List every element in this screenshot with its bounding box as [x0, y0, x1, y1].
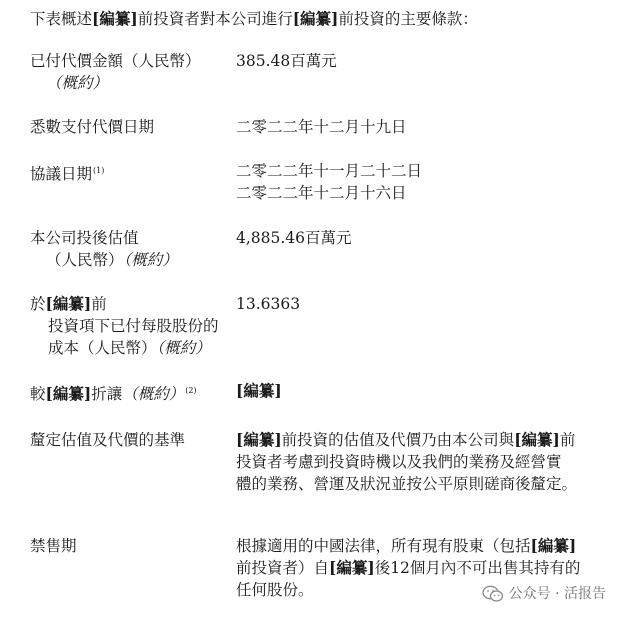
intro-text-1: 下表概述 [30, 10, 93, 28]
redacted-mark: [編纂] [514, 430, 560, 449]
label-text: 折讓 [91, 385, 123, 403]
approx-text: （概約） [156, 339, 211, 357]
watermark-text: 公众号 · 活报告 [508, 586, 606, 602]
value-text: 前投資者）自 [236, 559, 330, 577]
wechat-icon [482, 585, 504, 603]
row-label [30, 380, 230, 405]
redacted-mark: [編纂] [329, 558, 375, 577]
label-line: 悉數支付代價日期 [30, 118, 155, 136]
row-label [30, 535, 230, 557]
value-line: 體的業務、營運及狀況並按公平原則磋商後釐定。 [236, 475, 578, 493]
label-line [30, 293, 230, 315]
label-line: 本公司投後估值 [30, 229, 139, 247]
value-line: 二零二二年十二月十九日 [236, 118, 407, 136]
value-line [236, 535, 606, 557]
redacted-mark: [編纂] [236, 381, 282, 400]
label-line [30, 380, 230, 405]
approx-text: （概約） [122, 385, 185, 403]
value-line: 任何股份。 [236, 581, 314, 599]
wechat-watermark [482, 583, 606, 605]
value-line: 13.6363 [236, 295, 301, 313]
redacted-mark: [編纂] [236, 430, 282, 449]
label-line [30, 72, 230, 94]
footnote-mark: (2) [185, 386, 197, 395]
row-label [30, 227, 230, 271]
row-label [30, 50, 230, 94]
label-text: 於 [30, 295, 46, 313]
row-label [30, 160, 230, 185]
label-text: 前 [91, 295, 107, 313]
label-text: （人民幣） [46, 251, 124, 269]
intro-text-3: 前投資的主要條款： [338, 10, 478, 28]
value-line: 二零二二年十一月二十二日 [236, 162, 423, 180]
row-label [30, 429, 230, 451]
value-line: 投資者考慮到投資時機以及我們的業務及經營實 [236, 453, 562, 471]
row-value [236, 293, 606, 315]
redacted-mark: [編纂] [92, 9, 138, 28]
value-text: 前投資的估值及代價乃由本公司與 [281, 431, 515, 449]
value-line [236, 380, 606, 402]
label-line [30, 337, 230, 359]
row-value [236, 50, 606, 72]
redacted-mark: [編纂] [45, 294, 92, 313]
approx-text: （概約） [123, 251, 178, 269]
row-value [236, 429, 606, 495]
intro-sentence [30, 8, 478, 30]
value-line [236, 429, 606, 451]
row-value [236, 380, 606, 402]
label-line: 釐定估值及代價的基準 [30, 431, 186, 449]
label-line [30, 249, 230, 271]
label-line: 已付代價金額（人民幣） [30, 52, 201, 70]
row-value [236, 116, 606, 138]
value-line: 385.48百萬元 [236, 52, 337, 70]
label-text: 成本（人民幣） [48, 339, 157, 357]
label-text: 協議日期 [30, 165, 93, 183]
row-label [30, 116, 230, 138]
value-text: 根據適用的中國法律，所有現有股東（包括 [236, 537, 531, 555]
row-value [236, 227, 606, 249]
label-line: 投資項下已付每股股份的 [48, 317, 219, 335]
approx-text: （概約） [46, 74, 109, 92]
value-line: 二零二二年十二月十六日 [236, 184, 407, 202]
row-label [30, 293, 230, 359]
redacted-mark: [編纂] [45, 384, 92, 403]
footnote-mark: (1) [93, 166, 105, 175]
value-line: 4,885.46百萬元 [236, 229, 352, 247]
redacted-mark: [編纂] [530, 536, 577, 555]
value-line [236, 557, 606, 579]
value-text: 後12個月內不可出售其持有的 [374, 559, 581, 577]
value-text: 前 [559, 431, 576, 449]
label-line [30, 160, 230, 185]
redacted-mark: [編纂] [292, 9, 339, 28]
row-value [236, 160, 606, 204]
label-text: 較 [30, 385, 46, 403]
intro-text-2: 前投資者對本公司進行 [137, 10, 293, 28]
label-line: 禁售期 [30, 537, 77, 555]
